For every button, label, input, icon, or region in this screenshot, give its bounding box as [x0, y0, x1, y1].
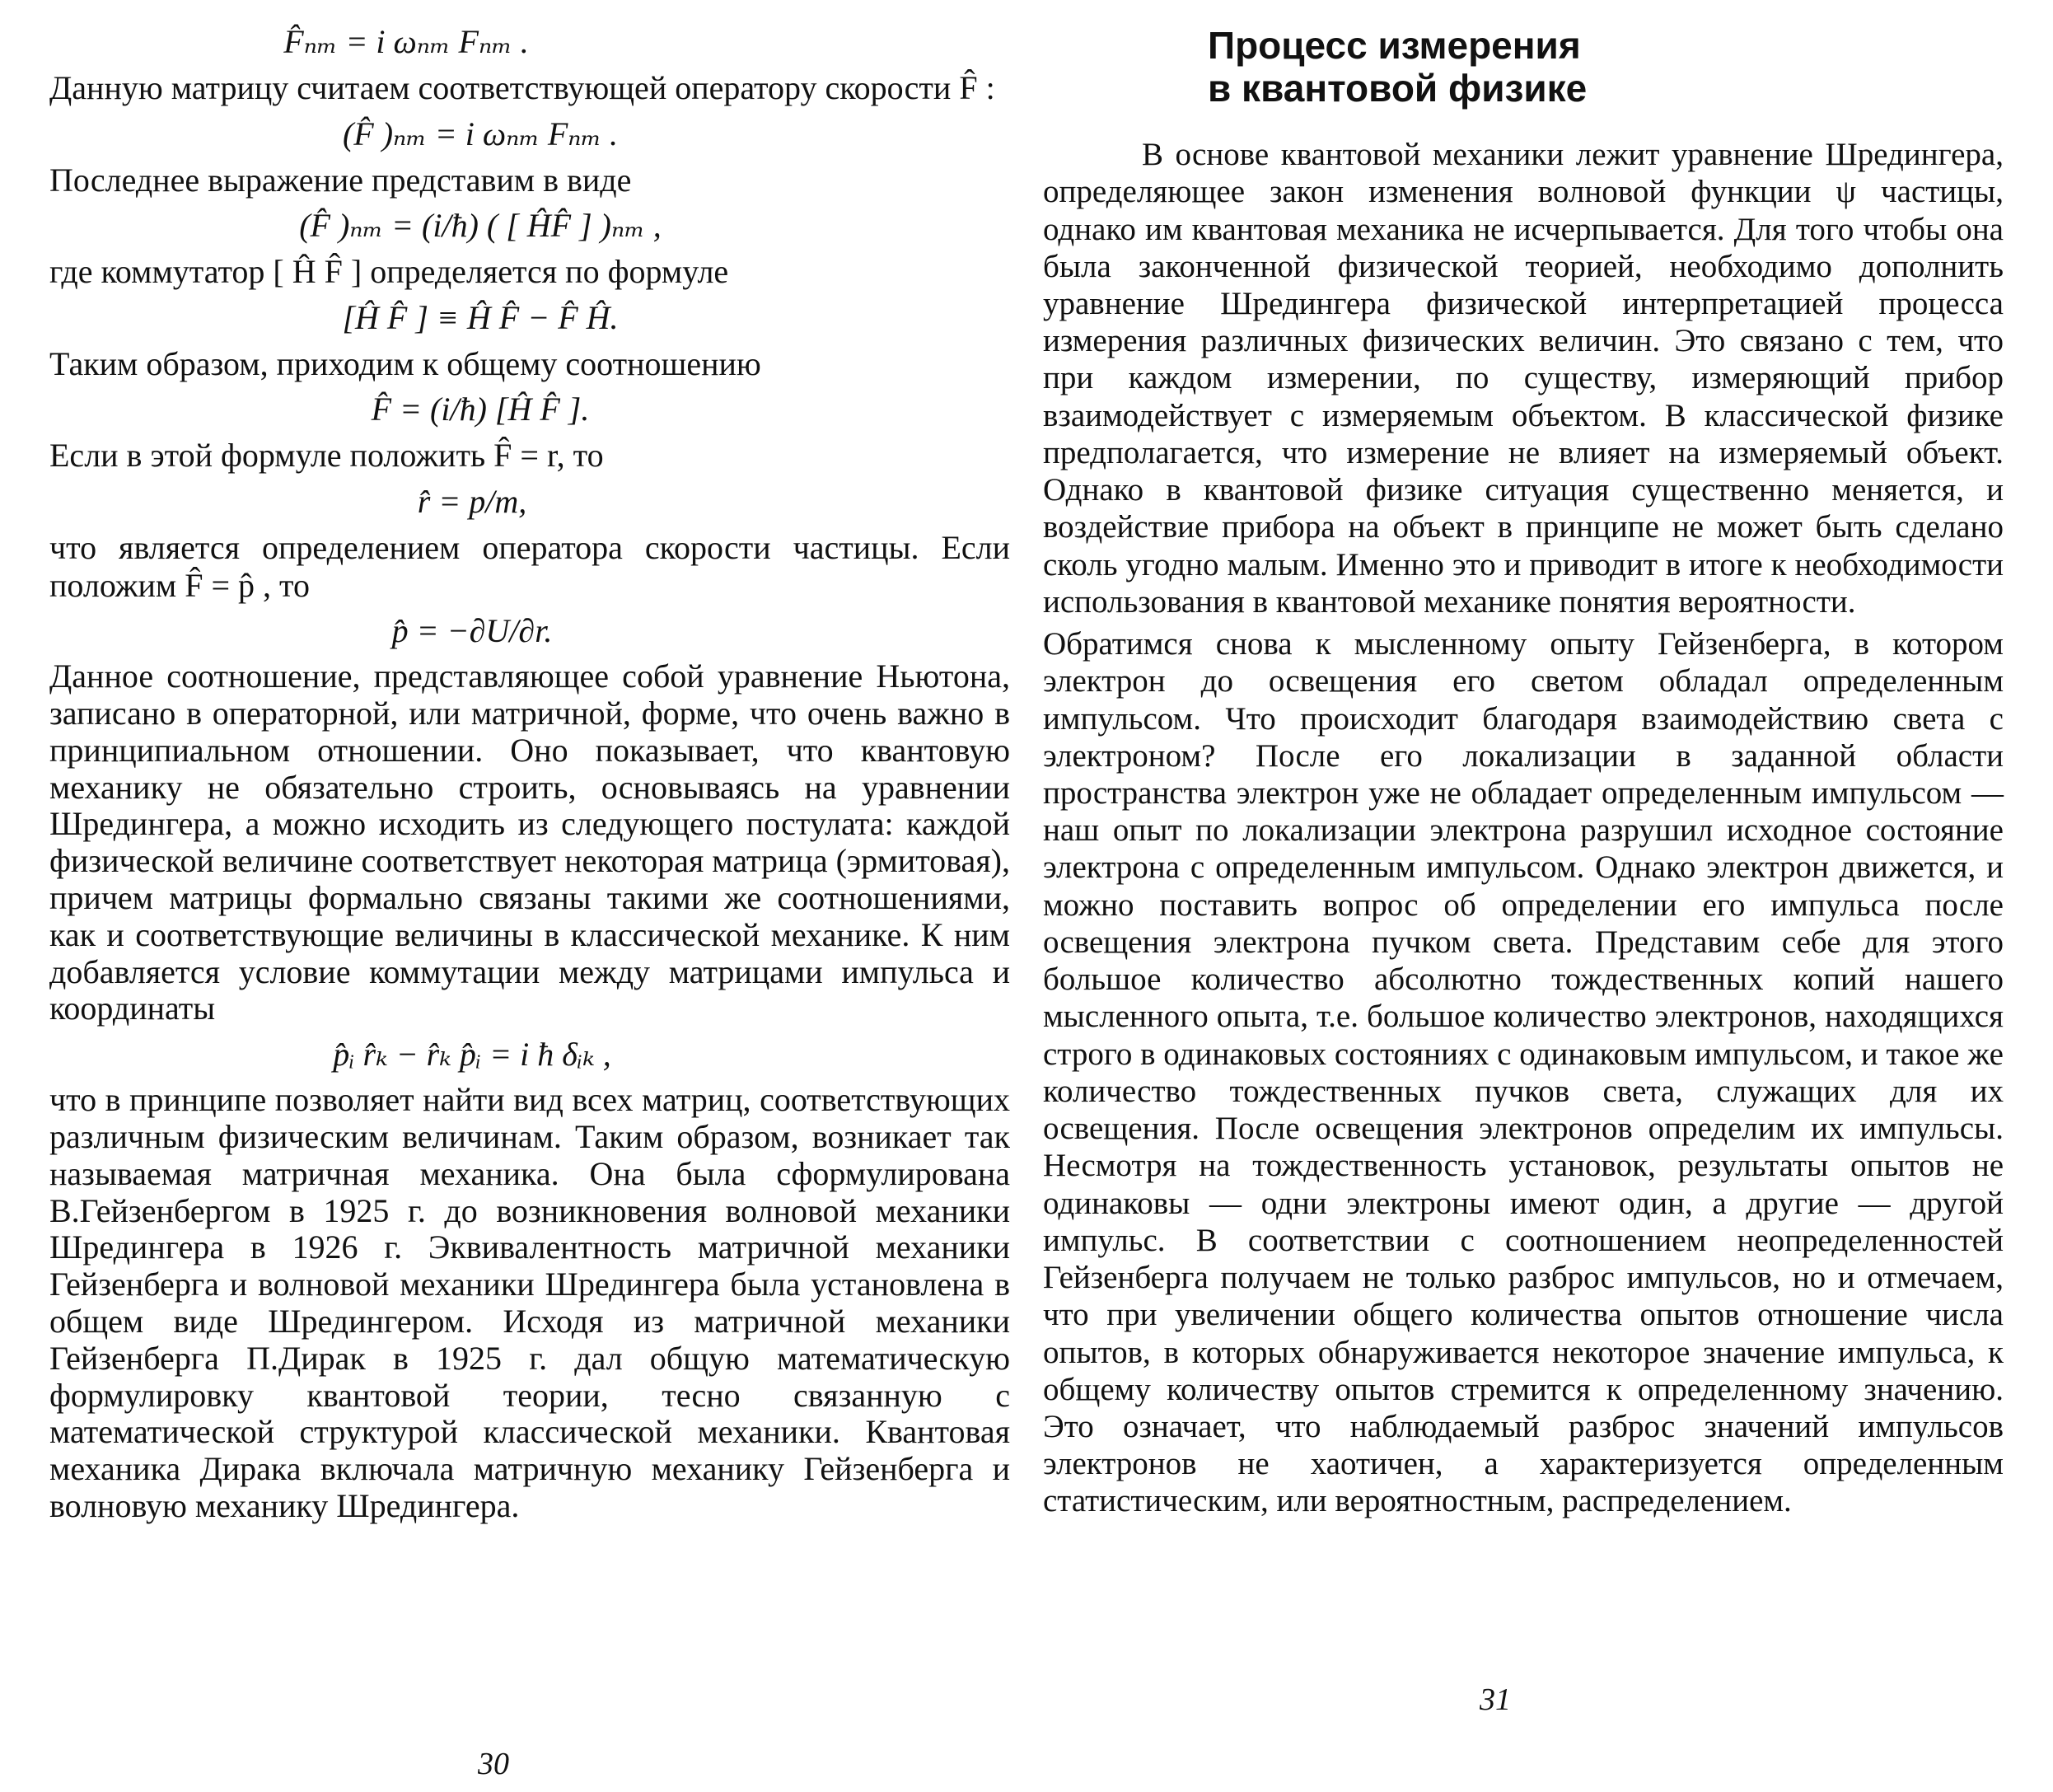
formula-commutator-form: (F̂ )ₙₘ = (i/ħ) ( [ ĤF̂ ] )ₙₘ , — [299, 207, 662, 245]
paragraph: где коммутатор [ Ĥ F̂ ] определяется по формуле — [49, 253, 729, 291]
formula-newton: p̂ = −∂U/∂r. — [391, 612, 553, 650]
paragraph: Обратимся снова к мысленному опыту Гейзенберга, в котором электрон до освещения его светом обладал определенным импульсом. Что происходит благодаря взаимодействию света с электроном? После его локализации в заданной области пространства электрон уже не обладает определенным импульсом — наш опыт по локализации электрона разрушил исходное состояние электрона с определенным импульсом. Однако электрон движется, и можно поставить вопрос об определении его импульса после освещения электрона пучком света. Представим себе для этого большое количество абсолютно тождественных копий нашего мысленного опыта, т.е. большое количество электронов, находящихся строго в одинаковых состояниях с одинаковым импульсом, и такое же количество тождественных пучков света, служащих для их освещения. После освещения электронов определим их импульсы. Несмотря на тождественность установок, результаты опытов не одинаковы — одни электроны имеют один, а другие — другой импульс. В соответствии с соотношением неопределенностей Гейзенберга получаем не только разброс импульсов, но и отмечаем, что при увеличении общего количества опытов отношение числа опытов, в которых обнаруживается некоторое значение импульса, к общему количеству опытов стремится к определенному значению. Это означает, что наблюдаемый разброс значений импульсов электронов не хаотичен, а характеризуется определенным статистическим, или вероятностным, распределением. — [1043, 626, 2004, 1519]
paragraph: что является определением оператора скорости частицы. Если положим F̂ = p̂ , то — [49, 528, 1010, 604]
right-page — [1026, 0, 2053, 1792]
section-title-line: Процесс измерения — [1208, 24, 1581, 67]
paragraph: Данную матрицу считаем соответствующей оператору скорости F̂ : — [49, 69, 995, 106]
section-title — [1208, 25, 2004, 110]
left-page — [0, 0, 1026, 1792]
paragraph: Данное соотношение, представляющее собой уравнение Ньютона, записано в операторной, или матричной, форме, что очень важно в принципиальном отношении. Оно показывает, что квантовую механику не обязательно строить, основываясь на уравнении Шредингера, а можно исходить из следующего постулата: каждой физической величине соответствует некоторая матрица (эрмитовая), причем матрицы формально связаны такими же соотношениями, как и соответствующие величины в классической механике. К ним добавляется условие коммутации между матрицами импульса и координаты — [49, 657, 1010, 1027]
formula-operator-derivative: (F̂ )ₙₘ = i ωₙₘ Fₙₘ . — [342, 115, 619, 152]
paragraph: что в принципе позволяет найти вид всех матриц, соответствующих различным физическим величинам. Таким образом, возникает так называемая матричная механика. Она была сформулирована В.Гейзенбергом в 1925 г. до возникновения волновой механики Шредингера в 1926 г. Эквивалентность матричной механики Гейзенберга и волновой механики Шредингера была установлена в общем виде Шредингером. Исходя из матричной механики Гейзенберга П.Дирак в 1925 г. дал общую математическую формулировку квантовой теории, тесно связанную с математической структурой классической механики. Квантовая механика Дирака включала матричную механику Гейзенберга и волновую механику Шредингера. — [49, 1081, 1010, 1524]
formula-matrix-derivative: F̂ₙₘ = i ωₙₘ Fₙₘ . — [283, 23, 529, 60]
page-number: 31 — [1480, 1682, 1511, 1717]
formula-commutator-definition: [Ĥ F̂ ] ≡ Ĥ F̂ − F̂ Ĥ. — [342, 298, 619, 336]
page-number: 30 — [478, 1747, 509, 1781]
section-title-line: в квантовой физике — [1208, 66, 1588, 110]
paragraph: Последнее выражение представим в виде — [49, 161, 632, 199]
formula-velocity: r̂ = p/m, — [417, 482, 527, 520]
formula-general-relation: F̂ = (i/ħ) [Ĥ F̂ ]. — [371, 391, 590, 428]
paragraph: В основе квантовой механики лежит уравнение Шредингера, определяющее закон изменения волновой функции ψ частицы, однако им квантовая механика не исчерпывается. Для того чтобы она была законченной физической теорией, необходимо дополнить уравнение Шредингера физической интерпретацией процесса измерения различных физических величин. Это связано с тем, что при каждом измерении, по существу, измеряющий прибор взаимодействует с измеряемым объектом. В классической физике предполагается, что измерение не влияет на измеряемый объект. Однако в квантовой физике ситуация существенно меняется, и воздействие прибора на объект в принципе не может быть сделано сколь угодно малым. Именно это и приводит в итоге к необходимости использования в квантовой механике понятия вероятности. — [1043, 137, 2004, 620]
paragraph: Таким образом, приходим к общему соотношению — [49, 344, 761, 382]
formula-commutation-relation: p̂ᵢ r̂ₖ − r̂ₖ p̂ᵢ = i ħ δᵢₖ , — [333, 1036, 611, 1074]
paragraph: Если в этой формуле положить F̂ = r, то — [49, 437, 604, 475]
